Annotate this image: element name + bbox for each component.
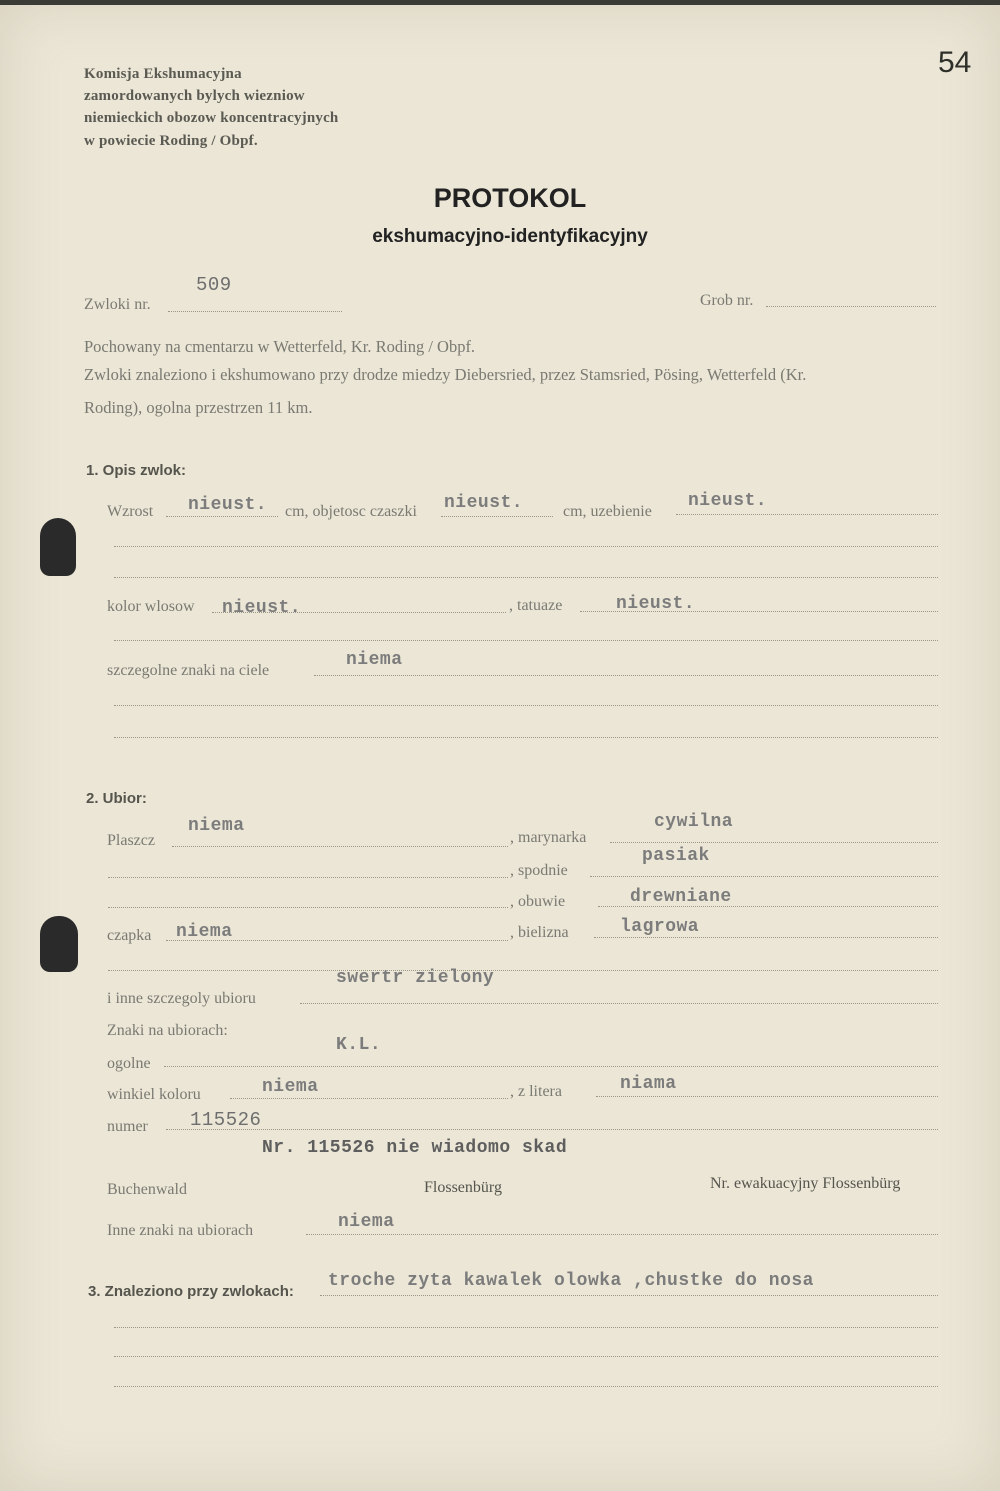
marynarka-label: , marynarka	[510, 829, 587, 846]
ogolne-value: K.L.	[336, 1035, 382, 1055]
intro-line-2: Zwloki znaleziono i ekshumowano przy drodze miedzy Diebersried, przez Stamsried, Pösing, Wetterfeld (Kr.	[84, 365, 807, 384]
numer-label: numer	[107, 1118, 148, 1135]
litera-label: , z litera	[510, 1083, 562, 1100]
winkiel-line	[230, 1098, 508, 1099]
punch-hole-bottom	[40, 916, 78, 972]
opis-blank-line-4	[114, 705, 938, 706]
ogolne-line	[164, 1066, 938, 1067]
marynarka-line	[610, 842, 938, 843]
czapka-value: niema	[176, 922, 233, 942]
opis-blank-line-3	[114, 640, 938, 641]
document-title: PROTOKOL	[433, 183, 587, 213]
opis-blank-line-5	[114, 737, 938, 738]
czaszka-value: nieust.	[444, 493, 524, 513]
wzrost-value: nieust.	[188, 495, 268, 515]
znaleziono-blank-line-1	[114, 1327, 938, 1328]
numer-value: 115526	[190, 1109, 262, 1131]
bielizna-label: , bielizna	[510, 924, 569, 941]
marynarka-value: cywilna	[654, 812, 734, 832]
spodnie-value: pasiak	[642, 846, 710, 866]
cm-uzebienie-label: cm, uzebienie	[563, 503, 652, 520]
znaki-na-ciele-value: niema	[346, 650, 403, 670]
znaki-na-ciele-line	[314, 675, 938, 676]
ewakuacyjny-label: Nr. ewakuacyjny Flossenbürg	[710, 1175, 901, 1192]
litera-value: niama	[620, 1074, 677, 1094]
opis-blank-line-1	[114, 546, 938, 547]
bielizna-value: lagrowa	[620, 917, 700, 937]
znaki-na-ubiorach-heading: Znaki na ubiorach:	[107, 1022, 228, 1039]
inne-szczegoly-value: swertr zielony	[336, 968, 495, 988]
znaleziono-line	[320, 1295, 938, 1296]
bielizna-line	[594, 937, 938, 938]
grob-nr-label: Grob nr.	[700, 292, 754, 309]
winkiel-label: winkiel koloru	[107, 1086, 201, 1103]
section-1-heading: 1. Opis zwlok:	[86, 462, 187, 479]
uzebienie-value: nieust.	[688, 491, 768, 511]
inne-szczegoly-label: i inne szczegoly ubioru	[107, 990, 256, 1007]
inne-znaki-line	[306, 1234, 938, 1235]
znaleziono-blank-line-2	[114, 1356, 938, 1357]
plaszcz-label: Plaszcz	[107, 832, 155, 849]
tatuaze-value: nieust.	[616, 594, 696, 614]
litera-line	[596, 1096, 938, 1097]
wzrost-label: Wzrost	[107, 503, 154, 520]
plaszcz-blank-line-2	[108, 907, 508, 908]
scan-top-edge	[0, 0, 1000, 5]
spodnie-label: , spodnie	[510, 862, 568, 879]
obuwie-label: , obuwie	[510, 893, 566, 910]
czapka-label: czapka	[107, 927, 152, 944]
winkiel-value: niema	[262, 1077, 319, 1097]
document-subtitle: ekshumacyjno-identyfikacyjny	[372, 226, 648, 247]
zwloki-nr-value: 509	[196, 274, 232, 296]
buchenwald-label: Buchenwald	[107, 1181, 187, 1198]
zwloki-nr-label: Zwloki nr.	[84, 296, 151, 313]
header-org-line-3: niemieckich obozow koncentracyjnych	[84, 110, 339, 126]
intro-line-1: Pochowany na cmentarzu w Wetterfeld, Kr. Roding / Obpf.	[84, 337, 476, 356]
grob-nr-line	[766, 306, 936, 307]
header-org-line-1: Komisja Ekshumacyjna	[84, 66, 242, 82]
inne-znaki-value: niema	[338, 1212, 395, 1232]
plaszcz-blank-line-1	[108, 877, 508, 878]
punch-hole-top	[40, 518, 76, 576]
numer-line	[166, 1129, 938, 1130]
znaki-na-ciele-label: szczegolne znaki na ciele	[107, 662, 270, 679]
kolor-wlosow-label: kolor wlosow	[107, 598, 195, 615]
intro-line-3: Roding), ogolna przestrzen 11 km.	[84, 398, 313, 417]
section-3-heading: 3. Znaleziono przy zwlokach:	[88, 1283, 294, 1300]
page-number: 54	[938, 46, 972, 79]
plaszcz-line	[172, 846, 508, 847]
obuwie-value: drewniane	[630, 887, 732, 907]
ogolne-label: ogolne	[107, 1055, 151, 1072]
wzrost-line	[166, 516, 278, 517]
znaleziono-blank-line-3	[114, 1386, 938, 1387]
cm-objetosc-label: cm, objetosc czaszki	[285, 503, 417, 520]
nr-note: Nr. 115526 nie wiadomo skad	[262, 1138, 568, 1158]
inne-znaki-label: Inne znaki na ubiorach	[107, 1222, 254, 1239]
czaszka-line	[441, 516, 553, 517]
ubior-blank-line-1	[108, 970, 938, 971]
header-org-line-2: zamordowanych bylych wiezniow	[84, 88, 305, 104]
plaszcz-value: niema	[188, 816, 245, 836]
inne-szczegoly-line	[300, 1003, 938, 1004]
section-2-heading: 2. Ubior:	[86, 790, 147, 807]
header-org-line-4: w powiecie Roding / Obpf.	[84, 133, 258, 149]
tatuaze-label: , tatuaze	[509, 597, 563, 614]
opis-blank-line-2	[114, 577, 938, 578]
uzebienie-line	[676, 514, 938, 515]
zwloki-nr-line	[168, 311, 342, 312]
spodnie-line	[590, 876, 938, 877]
znaleziono-value: troche zyta kawalek olowka ,chustke do nosa	[328, 1271, 814, 1291]
flossenburg-label: Flossenbürg	[424, 1179, 502, 1196]
kolor-wlosow-value: nieust.	[222, 598, 302, 618]
